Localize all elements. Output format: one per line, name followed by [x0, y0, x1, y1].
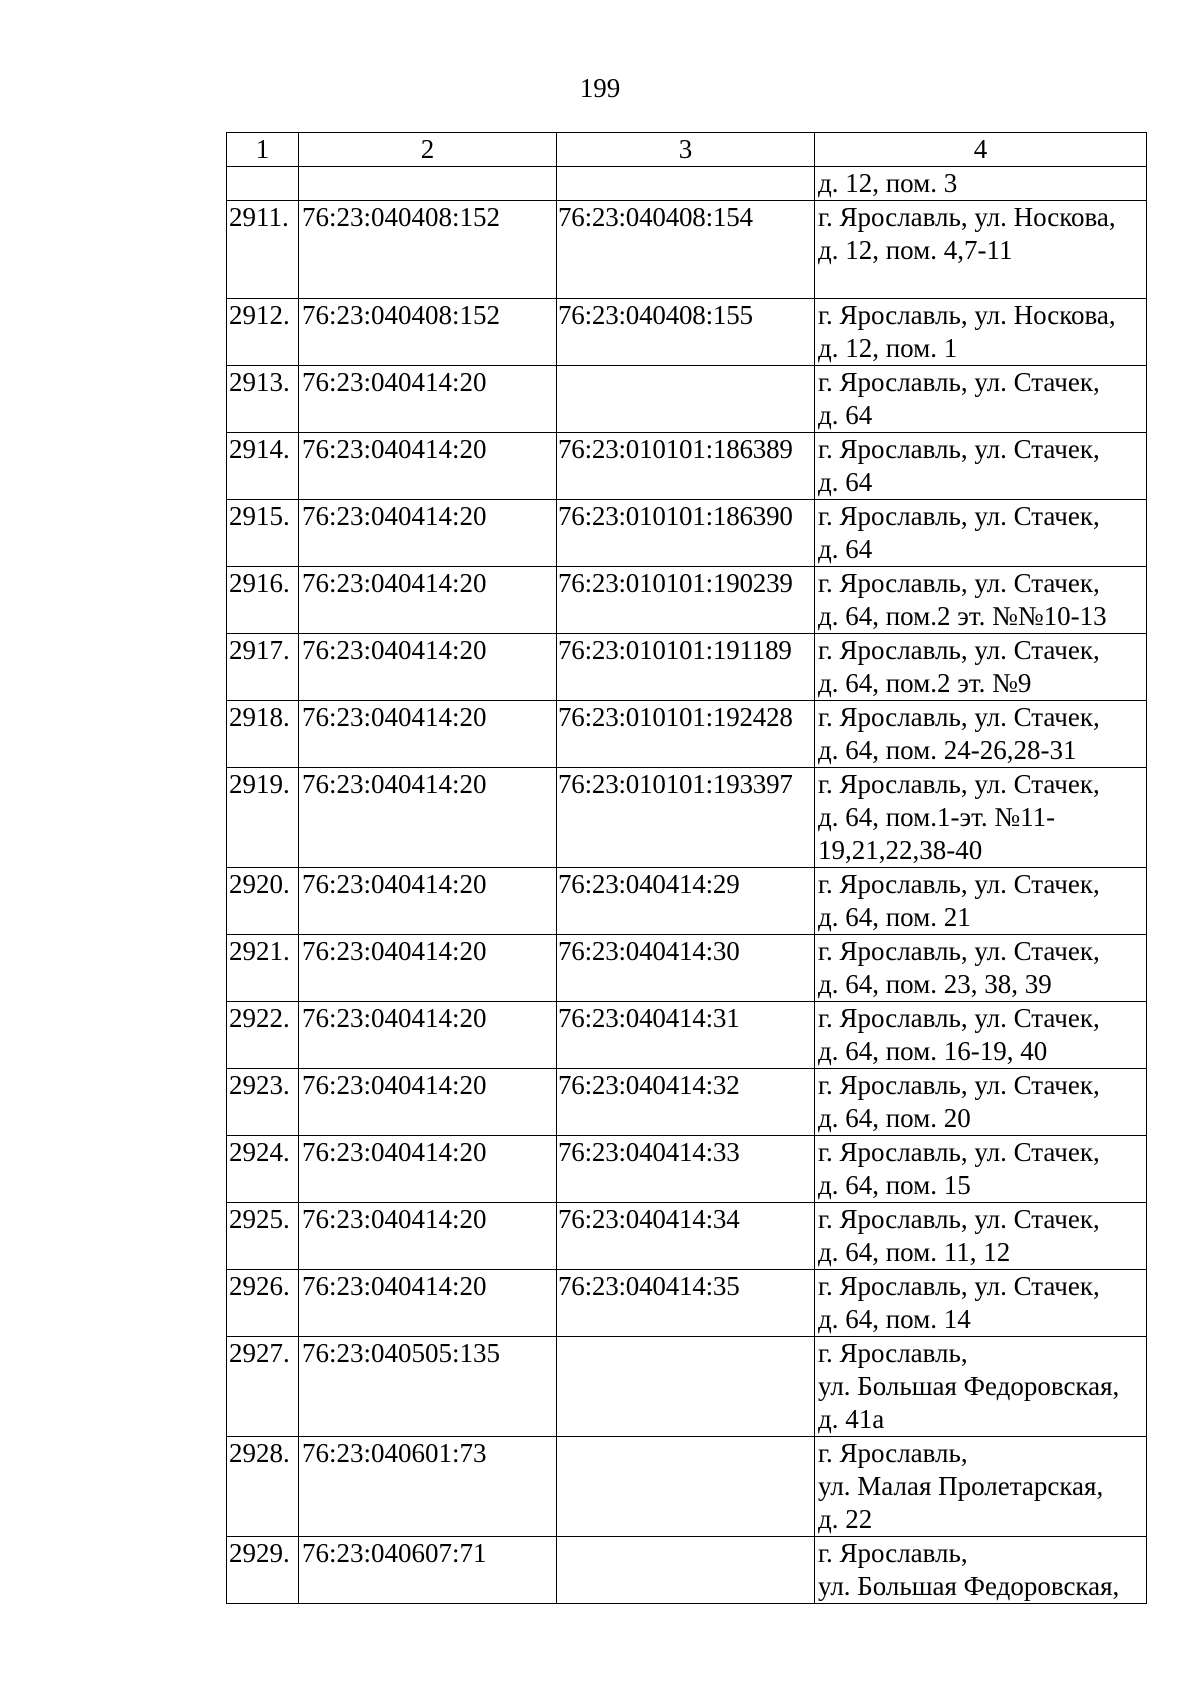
row-number-cell: 2919.: [227, 768, 299, 868]
row-number-cell: 2924.: [227, 1136, 299, 1203]
table-row: [227, 935, 1147, 1002]
cadastral-number-cell: 76:23:040607:71: [299, 1537, 557, 1604]
related-cadastral-number-cell: 76:23:040408:154: [557, 201, 815, 299]
column-header-2: 2: [299, 133, 557, 167]
table-row: [227, 868, 1147, 935]
row-number-cell: 2922.: [227, 1002, 299, 1069]
cadastral-number-cell: 76:23:040414:20: [299, 567, 557, 634]
table-row: [227, 201, 1147, 299]
related-cadastral-number-cell: [557, 1437, 815, 1537]
table-row: [227, 433, 1147, 500]
related-cadastral-number-cell: 76:23:040414:32: [557, 1069, 815, 1136]
address-cell: г. Ярославль, ул. Стачек, д. 64: [815, 433, 1147, 500]
address-cell: г. Ярославль, ул. Стачек, д. 64: [815, 366, 1147, 433]
cadastral-number-cell: 76:23:040414:20: [299, 1270, 557, 1337]
table-row: [227, 1002, 1147, 1069]
table-row: [227, 701, 1147, 768]
column-header-4: 4: [815, 133, 1147, 167]
related-cadastral-number-cell: 76:23:040414:30: [557, 935, 815, 1002]
row-number-cell: 2920.: [227, 868, 299, 935]
address-cell: г. Ярославль, ул. Большая Федоровская, д. 41а: [815, 1337, 1147, 1437]
table-row: [227, 1537, 1147, 1604]
row-number-cell: 2911.: [227, 201, 299, 299]
address-cell: д. 12, пом. 3: [815, 167, 1147, 201]
row-number-cell: 2914.: [227, 433, 299, 500]
cadastral-number-cell: 76:23:040414:20: [299, 433, 557, 500]
row-number-cell: 2917.: [227, 634, 299, 701]
cadastral-number-cell: 76:23:040414:20: [299, 1203, 557, 1270]
row-number-cell: 2912.: [227, 299, 299, 366]
address-cell: г. Ярославль, ул. Носкова, д. 12, пом. 1: [815, 299, 1147, 366]
row-number-cell: 2921.: [227, 935, 299, 1002]
table-row: [227, 1437, 1147, 1537]
address-cell: г. Ярославль, ул. Стачек, д. 64, пом. 14: [815, 1270, 1147, 1337]
related-cadastral-number-cell: 76:23:040414:29: [557, 868, 815, 935]
cadastral-number-cell: 76:23:040414:20: [299, 935, 557, 1002]
related-cadastral-number-cell: 76:23:010101:191189: [557, 634, 815, 701]
row-number-cell: [227, 167, 299, 201]
row-number-cell: 2923.: [227, 1069, 299, 1136]
table-body: [227, 167, 1147, 1604]
address-cell: г. Ярославль, ул. Стачек, д. 64, пом. 15: [815, 1136, 1147, 1203]
address-cell: г. Ярославль, ул. Стачек, д. 64, пом. 21: [815, 868, 1147, 935]
related-cadastral-number-cell: 76:23:010101:190239: [557, 567, 815, 634]
cadastral-number-cell: 76:23:040414:20: [299, 1136, 557, 1203]
cadastral-number-cell: 76:23:040414:20: [299, 634, 557, 701]
cadastral-number-cell: 76:23:040414:20: [299, 366, 557, 433]
related-cadastral-number-cell: 76:23:040414:31: [557, 1002, 815, 1069]
address-cell: г. Ярославль, ул. Стачек, д. 64, пом.2 эт. №№10-13: [815, 567, 1147, 634]
cadastral-number-cell: 76:23:040505:135: [299, 1337, 557, 1437]
address-cell: г. Ярославль, ул. Стачек, д. 64, пом. 24-26,28-31: [815, 701, 1147, 768]
table-row: [227, 634, 1147, 701]
related-cadastral-number-cell: 76:23:040414:33: [557, 1136, 815, 1203]
address-cell: г. Ярославль, ул. Стачек, д. 64, пом. 20: [815, 1069, 1147, 1136]
table-row: [227, 1270, 1147, 1337]
related-cadastral-number-cell: 76:23:040414:35: [557, 1270, 815, 1337]
related-cadastral-number-cell: 76:23:010101:186390: [557, 500, 815, 567]
row-number-cell: 2928.: [227, 1437, 299, 1537]
address-cell: г. Ярославль, ул. Стачек, д. 64, пом.1-эт. №11- 19,21,22,38-40: [815, 768, 1147, 868]
cadastral-number-cell: 76:23:040414:20: [299, 1002, 557, 1069]
address-cell: г. Ярославль, ул. Стачек, д. 64: [815, 500, 1147, 567]
table-row: [227, 1203, 1147, 1270]
related-cadastral-number-cell: [557, 167, 815, 201]
address-cell: г. Ярославль, ул. Стачек, д. 64, пом. 23, 38, 39: [815, 935, 1147, 1002]
related-cadastral-number-cell: 76:23:040408:155: [557, 299, 815, 366]
table-row: [227, 1337, 1147, 1437]
table-row: [227, 567, 1147, 634]
row-number-cell: 2916.: [227, 567, 299, 634]
cadastral-number-cell: 76:23:040601:73: [299, 1437, 557, 1537]
table-row: [227, 167, 1147, 201]
row-number-cell: 2918.: [227, 701, 299, 768]
address-cell: г. Ярославль, ул. Малая Пролетарская, д. 22: [815, 1437, 1147, 1537]
column-header-3: 3: [557, 133, 815, 167]
address-cell: г. Ярославль, ул. Большая Федоровская,: [815, 1537, 1147, 1604]
table-row: [227, 500, 1147, 567]
table-row: [227, 366, 1147, 433]
related-cadastral-number-cell: [557, 366, 815, 433]
cadastral-number-cell: 76:23:040414:20: [299, 500, 557, 567]
address-cell: г. Ярославль, ул. Носкова, д. 12, пом. 4,7-11: [815, 201, 1147, 299]
table-row: [227, 1069, 1147, 1136]
row-number-cell: 2915.: [227, 500, 299, 567]
row-number-cell: 2927.: [227, 1337, 299, 1437]
row-number-cell: 2926.: [227, 1270, 299, 1337]
row-number-cell: 2929.: [227, 1537, 299, 1604]
related-cadastral-number-cell: 76:23:040414:34: [557, 1203, 815, 1270]
cadastral-number-cell: 76:23:040408:152: [299, 299, 557, 366]
cadastral-number-cell: 76:23:040414:20: [299, 1069, 557, 1136]
related-cadastral-number-cell: [557, 1537, 815, 1604]
page-number: 199: [579, 73, 621, 103]
cadastral-number-cell: 76:23:040414:20: [299, 768, 557, 868]
row-number-cell: 2913.: [227, 366, 299, 433]
address-cell: г. Ярославль, ул. Стачек, д. 64, пом. 16-19, 40: [815, 1002, 1147, 1069]
address-cell: г. Ярославль, ул. Стачек, д. 64, пом.2 эт. №9: [815, 634, 1147, 701]
table-row: [227, 299, 1147, 366]
address-cell: г. Ярославль, ул. Стачек, д. 64, пом. 11, 12: [815, 1203, 1147, 1270]
cadastral-number-cell: [299, 167, 557, 201]
cadastral-number-cell: 76:23:040408:152: [299, 201, 557, 299]
registry-table: [226, 132, 1147, 1604]
cadastral-number-cell: 76:23:040414:20: [299, 701, 557, 768]
row-number-cell: 2925.: [227, 1203, 299, 1270]
column-header-1: 1: [227, 133, 299, 167]
related-cadastral-number-cell: 76:23:010101:192428: [557, 701, 815, 768]
related-cadastral-number-cell: 76:23:010101:186389: [557, 433, 815, 500]
cadastral-number-cell: 76:23:040414:20: [299, 868, 557, 935]
related-cadastral-number-cell: 76:23:010101:193397: [557, 768, 815, 868]
related-cadastral-number-cell: [557, 1337, 815, 1437]
table-row: [227, 1136, 1147, 1203]
header-row: [227, 133, 1147, 167]
table-row: [227, 768, 1147, 868]
